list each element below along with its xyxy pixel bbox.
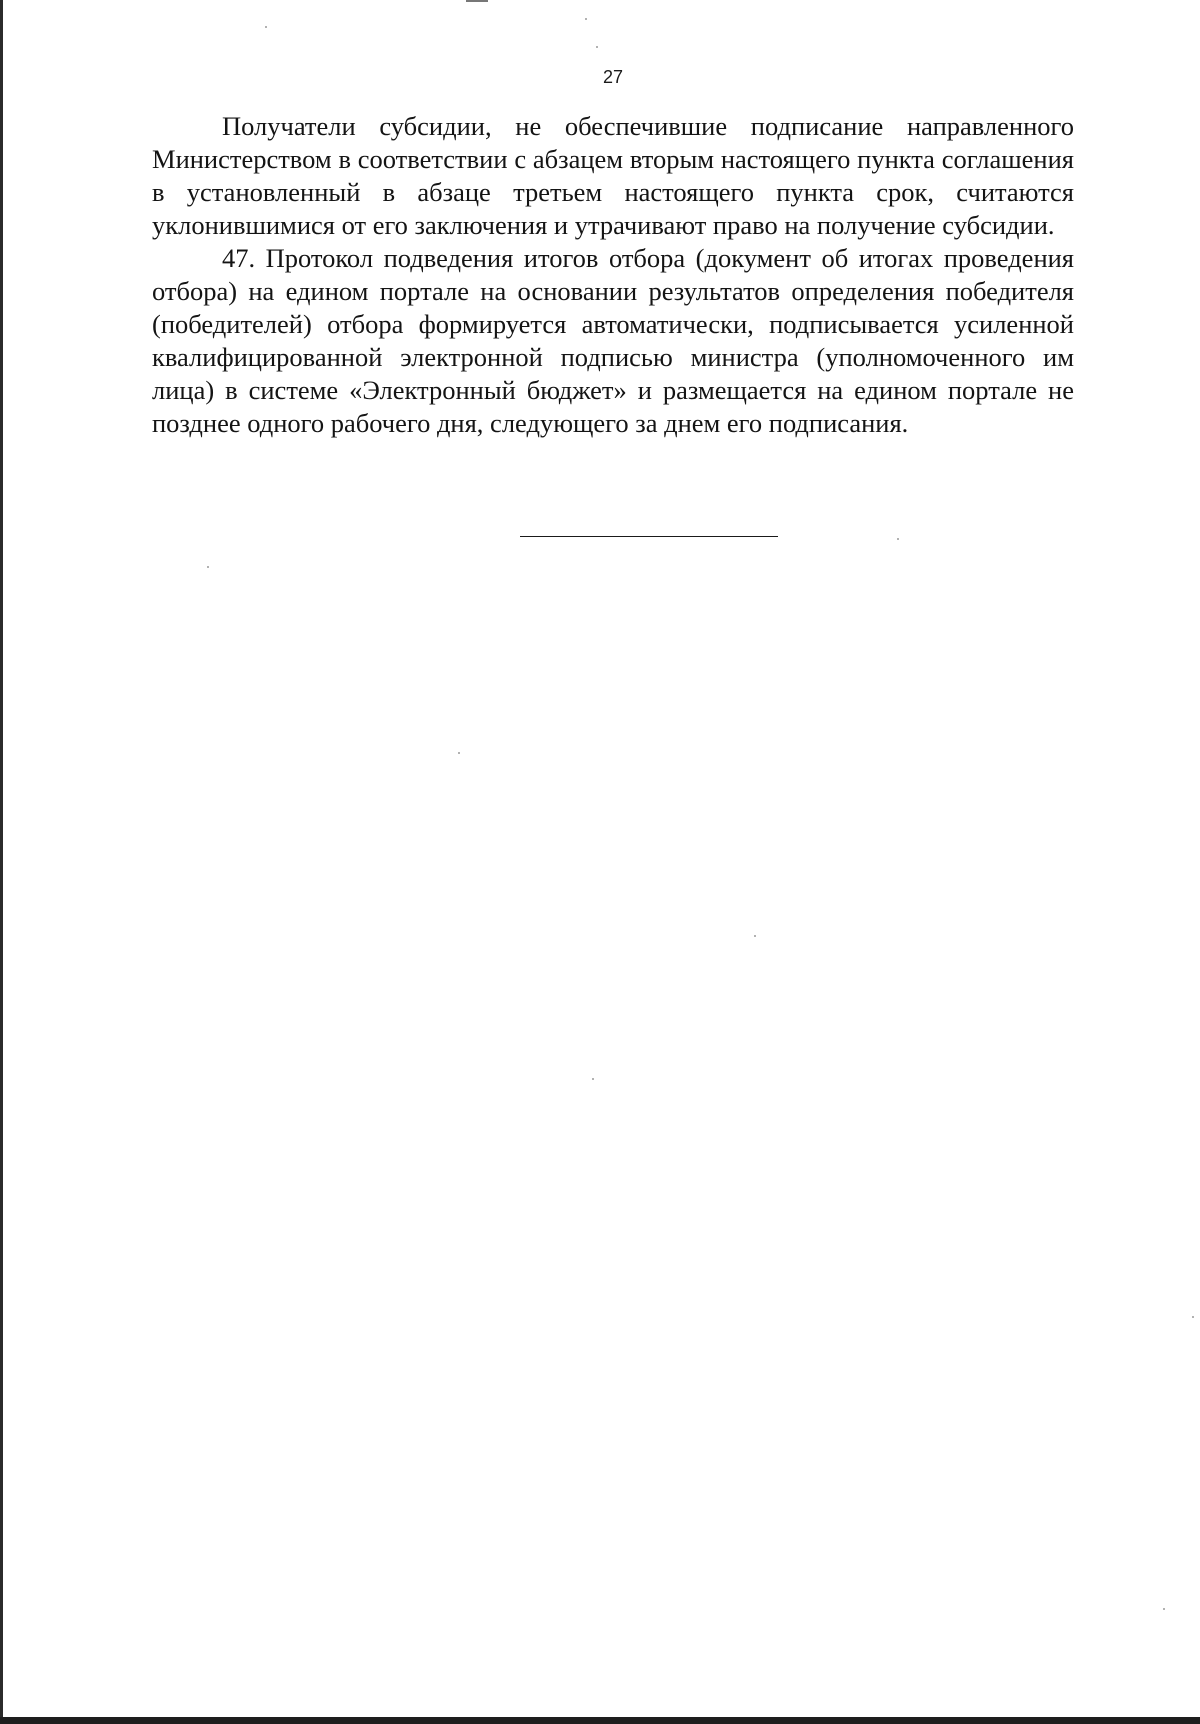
scan-edge-bottom [0, 1717, 1200, 1724]
document-body [152, 110, 1074, 440]
paragraph-47-protocol: 47. Протокол подведения итогов отбора (документ об итогах проведения отбора) на едином портале на основании результатов определения победителя (победителей) отбора формируется автоматически, подписывается усиленной квалифицированной электронной подписью министра (уполномоченного им лица) в системе «Электронный бюджет» и размещается на едином портале не позднее одного рабочего дня, следующего за днем его подписания. [152, 243, 1074, 438]
scan-speck [897, 538, 899, 540]
page-number: 27 [602, 67, 624, 87]
end-of-text-rule [520, 536, 778, 537]
scan-speck [585, 18, 587, 20]
scan-speck [592, 1078, 594, 1080]
scan-speck [596, 46, 598, 48]
scan-speck [458, 752, 460, 754]
scan-speck [1163, 1608, 1165, 1610]
scan-mark-top [466, 0, 488, 2]
scan-speck [754, 935, 756, 937]
scan-speck [1192, 1316, 1194, 1318]
paragraph-subsidy-recipients: Получатели субсидии, не обеспечившие подписание направленного Министерством в соответствии с абзацем вторым настоящего пункта соглашения в установленный в абзаце третьем настоящего пункта срок, считаются уклонившимися от его заключения и утрачивают право на получение субсидии. [152, 111, 1074, 240]
scan-edge-left [0, 0, 3, 1724]
scan-speck [207, 566, 209, 568]
scan-speck [265, 26, 267, 28]
